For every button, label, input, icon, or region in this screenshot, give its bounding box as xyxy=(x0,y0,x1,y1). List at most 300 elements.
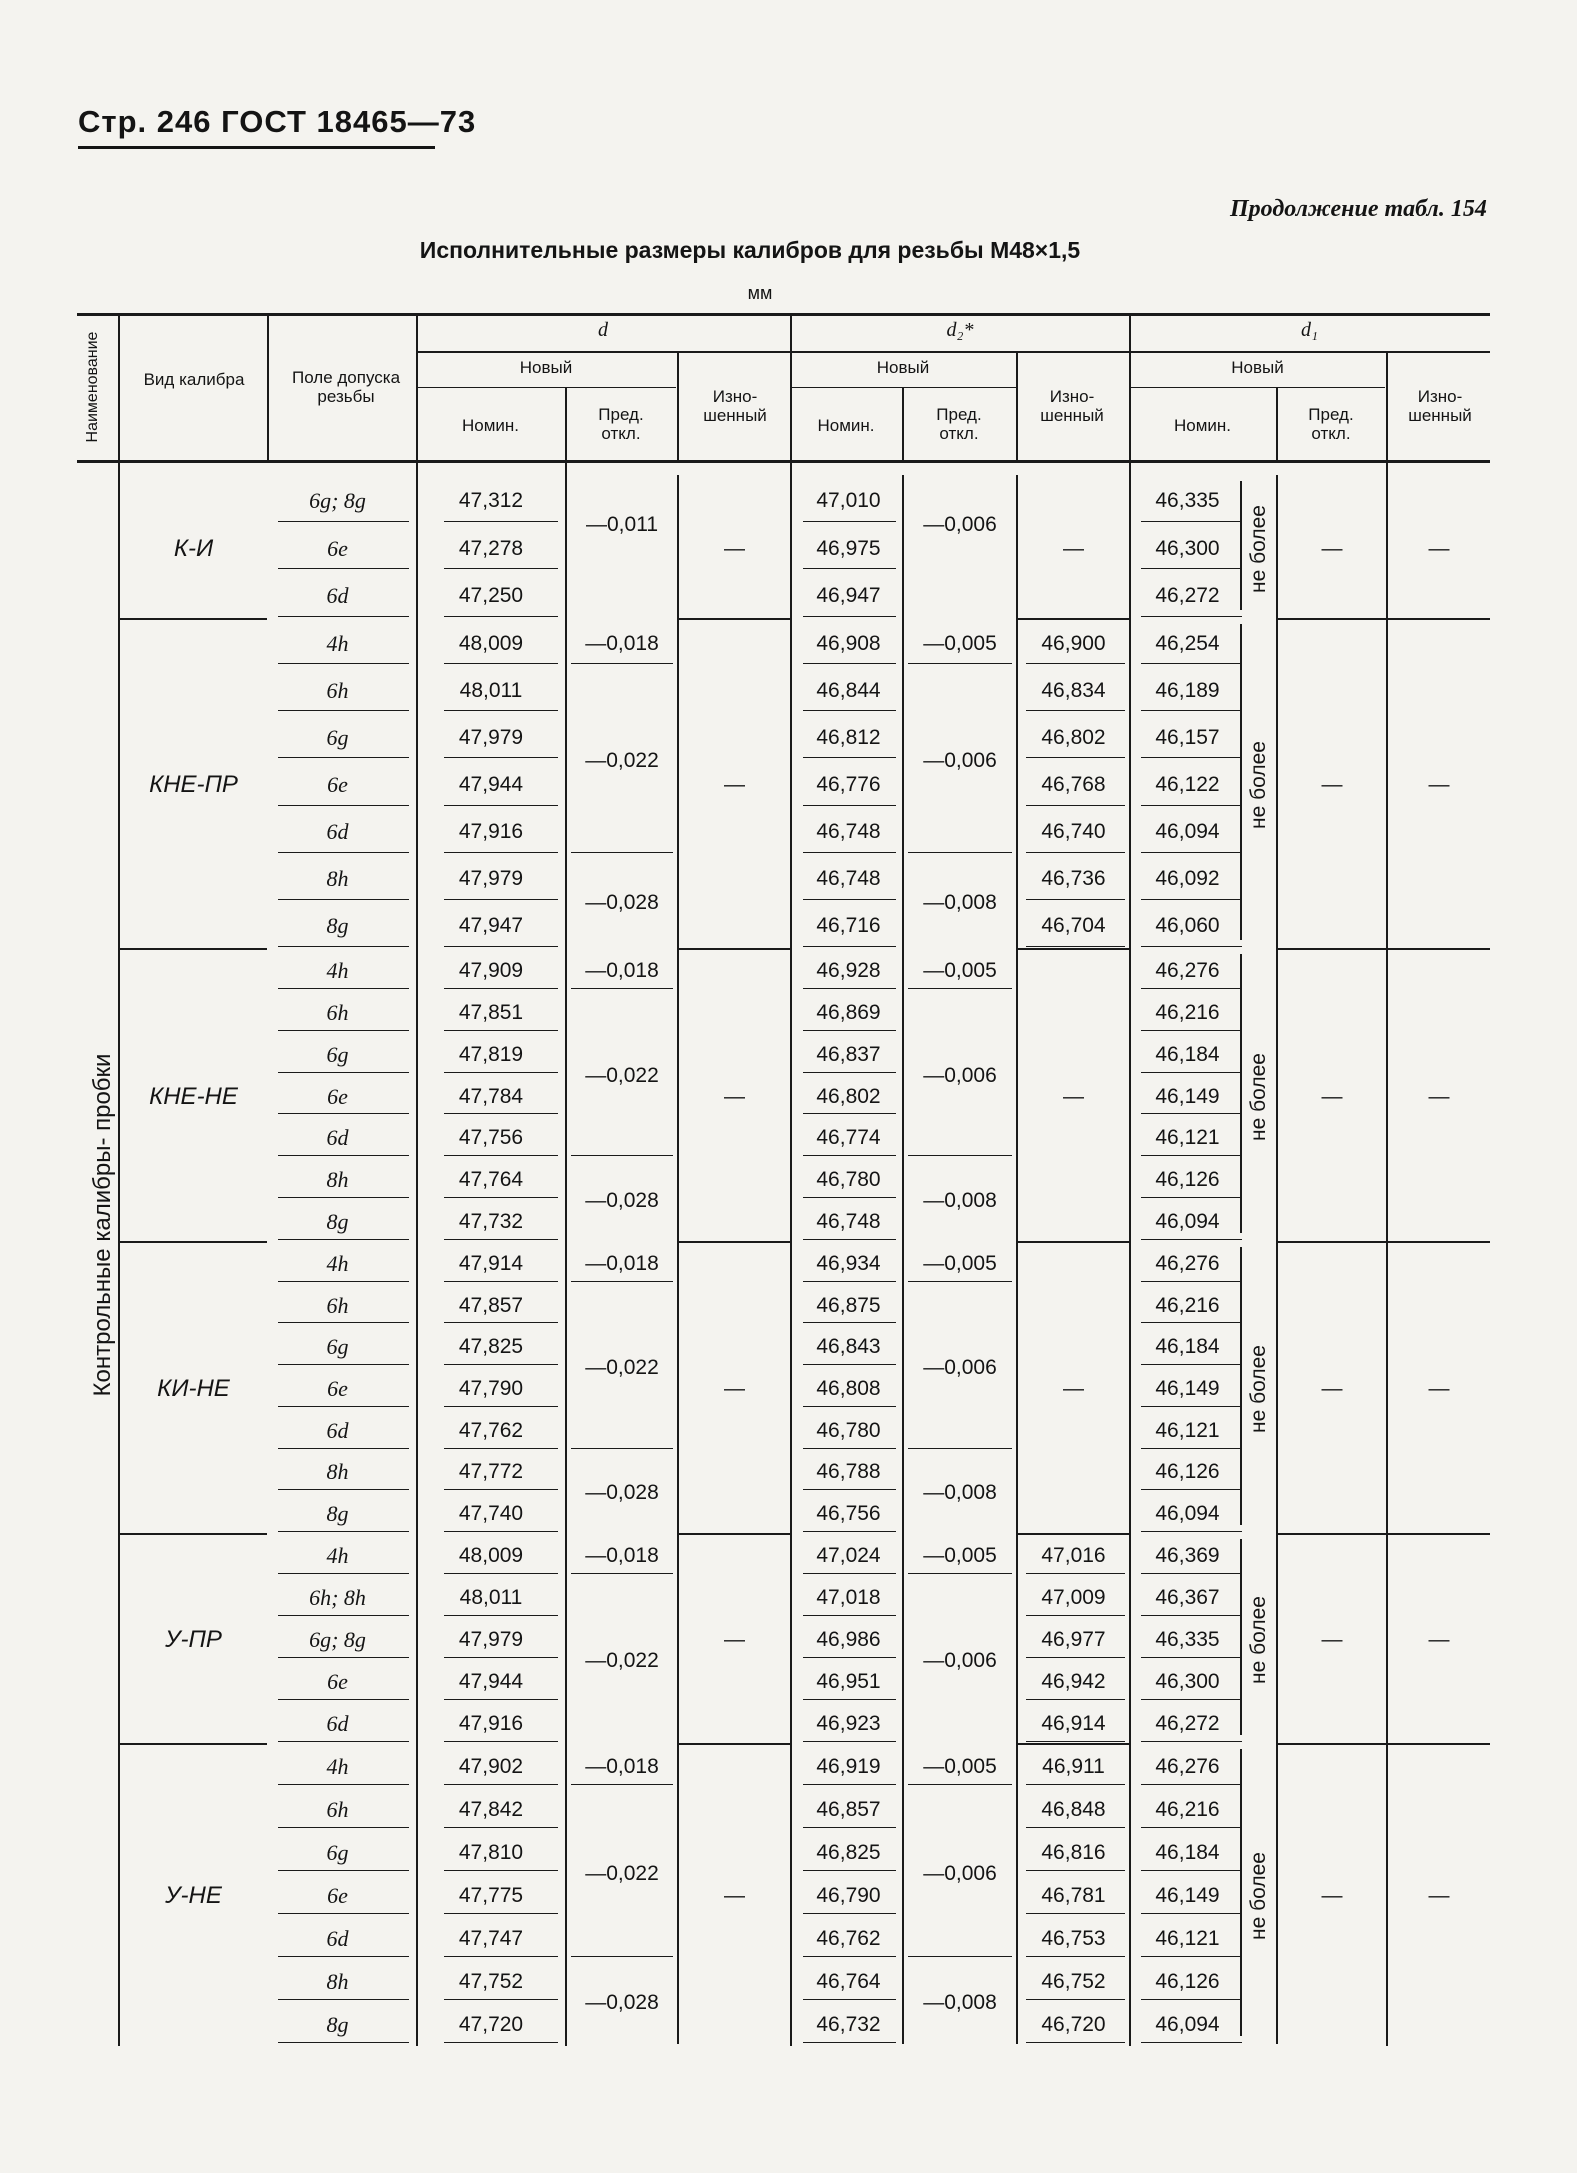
tolerance-field: 6e xyxy=(327,1669,348,1694)
group-rule xyxy=(1016,948,1129,950)
not-more-label: не более xyxy=(1247,1596,1270,1684)
d2-nominal: 46,780 xyxy=(816,1418,881,1442)
d2-nominal: 46,857 xyxy=(816,1797,881,1821)
hv-d1-dev xyxy=(1386,351,1388,460)
row-rule xyxy=(278,663,409,664)
dev-rule xyxy=(571,1956,673,1957)
row-rule xyxy=(1141,1913,1242,1914)
header-d-new: Новый xyxy=(519,358,573,377)
dev-rule xyxy=(908,988,1012,989)
tolerance-field: 8h xyxy=(326,1167,349,1193)
tolerance-field: 6h xyxy=(326,1292,349,1318)
row-rule xyxy=(803,1784,896,1785)
d1-nominal: 46,126 xyxy=(1155,1969,1220,1993)
row-rule xyxy=(278,1913,409,1914)
d-nominal: 47,790 xyxy=(458,1377,524,1400)
d-worn: — xyxy=(724,1628,745,1651)
d1-nominal: 46,276 xyxy=(1155,1251,1220,1275)
d2-worn-value: 46,834 xyxy=(1041,678,1106,702)
tolerance-field: 6g xyxy=(326,724,349,750)
tolerance-field: 8g xyxy=(326,2011,349,2037)
row-rule xyxy=(444,568,558,569)
table-title: Исполнительные размеры калибров для резьбы М48×1,5 xyxy=(419,237,1081,263)
tolerance-field: 8g xyxy=(326,913,349,939)
d2-nominal: 46,716 xyxy=(816,914,881,938)
d2-nominal: 47,024 xyxy=(816,1544,881,1567)
tolerance-field: 8g xyxy=(326,1501,349,1527)
row-rule xyxy=(803,1489,896,1490)
row-rule xyxy=(444,1072,558,1073)
row-rule xyxy=(803,805,896,806)
d-nominal: 47,902 xyxy=(458,1754,524,1778)
d-nominal: 47,732 xyxy=(458,1210,524,1234)
d2-nominal: 46,951 xyxy=(816,1670,881,1693)
d2-nominal: 46,837 xyxy=(816,1042,881,1066)
d2-worn-value: 46,768 xyxy=(1041,773,1106,796)
d-nominal: 47,720 xyxy=(458,2012,524,2036)
row-rule xyxy=(1141,521,1242,522)
row-rule xyxy=(1026,757,1125,758)
d2-worn-value: 46,942 xyxy=(1041,1670,1106,1693)
row-rule xyxy=(278,1573,409,1574)
d1-nominal: 46,121 xyxy=(1155,1126,1220,1150)
row-rule xyxy=(1026,1741,1125,1742)
d1-nominal: 46,216 xyxy=(1155,1293,1220,1317)
d2-deviation: —0,008 xyxy=(923,1189,997,1213)
d-deviation: —0,028 xyxy=(585,890,659,914)
d2-deviation: —0,005 xyxy=(923,1754,997,1778)
d-nominal: 47,947 xyxy=(458,914,524,938)
d1-nominal: 46,157 xyxy=(1155,725,1220,749)
d-deviation: —0,028 xyxy=(585,1481,659,1505)
row-rule xyxy=(1026,1657,1125,1658)
d1-nominal: 46,184 xyxy=(1155,1042,1220,1066)
group-rule xyxy=(677,1241,790,1243)
d2-worn-value: 46,900 xyxy=(1041,631,1106,655)
row-rule xyxy=(1141,1699,1242,1700)
row-rule xyxy=(803,1239,896,1240)
d1-nominal: 46,272 xyxy=(1155,1712,1220,1735)
bv-d2-nom xyxy=(902,475,904,618)
d2-deviation: —0,008 xyxy=(923,890,997,914)
d1-nominal: 46,216 xyxy=(1155,1000,1220,1024)
d2-nominal: 46,756 xyxy=(816,1502,881,1526)
row-rule xyxy=(1141,1364,1242,1365)
row-rule xyxy=(803,1155,896,1156)
row-rule xyxy=(444,757,558,758)
row-rule xyxy=(803,1322,896,1323)
row-rule xyxy=(278,946,409,947)
row-rule xyxy=(803,663,896,664)
bv-d xyxy=(790,463,792,2046)
header-d2-new: Новый xyxy=(876,358,930,377)
not-more-bracket xyxy=(1240,954,1242,1233)
row-rule xyxy=(444,1406,558,1407)
d2-worn-value: 47,016 xyxy=(1041,1544,1106,1567)
row-rule xyxy=(278,1281,409,1282)
not-more-label: не более xyxy=(1247,1345,1270,1433)
d1-nominal: 46,276 xyxy=(1155,958,1220,982)
d1-nominal: 46,121 xyxy=(1155,1418,1220,1442)
d2-deviation: —0,005 xyxy=(923,1251,997,1275)
d2-worn-value: 46,736 xyxy=(1041,867,1106,891)
group-rule xyxy=(120,948,267,950)
row-rule xyxy=(278,1489,409,1490)
row-rule xyxy=(444,988,558,989)
group-rule xyxy=(677,1533,790,1535)
d2-deviation: —0,006 xyxy=(923,1649,997,1672)
row-rule xyxy=(803,1741,896,1742)
d1-nominal: 46,184 xyxy=(1155,1335,1220,1359)
dev-rule xyxy=(908,1448,1012,1449)
row-rule xyxy=(278,1113,409,1114)
d1-nominal: 46,094 xyxy=(1155,1502,1220,1526)
row-rule xyxy=(1141,1827,1242,1828)
d2-worn: — xyxy=(1063,536,1084,560)
row-rule xyxy=(1141,1197,1242,1198)
d2-nominal: 47,010 xyxy=(816,488,881,512)
tolerance-field: 6e xyxy=(327,1376,348,1401)
d-nominal: 48,009 xyxy=(458,631,524,655)
d-deviation: —0,018 xyxy=(585,1251,659,1275)
tolerance-field: 8h xyxy=(326,1968,349,1994)
row-rule xyxy=(444,1281,558,1282)
group-rule xyxy=(1276,1533,1490,1535)
row-rule xyxy=(803,1615,896,1616)
dev-rule xyxy=(908,1573,1012,1574)
d-nominal: 48,009 xyxy=(458,1544,524,1567)
d2-deviation: —0,005 xyxy=(923,631,997,655)
row-rule xyxy=(803,988,896,989)
row-rule xyxy=(444,1956,558,1957)
row-rule xyxy=(803,1364,896,1365)
row-rule xyxy=(444,1913,558,1914)
group-rule xyxy=(677,948,790,950)
d2-nominal: 46,986 xyxy=(816,1628,881,1651)
d-deviation: —0,018 xyxy=(585,1754,659,1778)
d-nominal: 47,914 xyxy=(458,1251,524,1275)
tolerance-field: 6d xyxy=(326,819,349,845)
tolerance-field: 6g xyxy=(326,1839,349,1865)
d2-worn: — xyxy=(1063,1377,1084,1400)
d2-nominal: 46,788 xyxy=(816,1460,881,1484)
d2-nominal: 46,928 xyxy=(816,958,881,982)
d2-nominal: 46,934 xyxy=(816,1251,881,1275)
row-rule xyxy=(803,757,896,758)
d2-deviation: —0,006 xyxy=(923,1063,997,1087)
d-nominal: 47,810 xyxy=(458,1840,524,1864)
d-nominal: 47,944 xyxy=(458,773,524,796)
row-rule xyxy=(278,1406,409,1407)
d1-worn: — xyxy=(1428,1628,1450,1651)
row-rule xyxy=(1141,852,1242,853)
d-nominal: 47,250 xyxy=(458,584,524,608)
row-rule xyxy=(803,1699,896,1700)
d2-nominal: 46,748 xyxy=(816,1210,881,1234)
row-rule xyxy=(444,1030,558,1031)
group-rule xyxy=(1016,618,1129,620)
header-tolerance-field: Поле допуска резьбы xyxy=(291,368,401,406)
tolerance-field: 4h xyxy=(326,1753,349,1779)
row-rule xyxy=(444,899,558,900)
dev-rule xyxy=(571,1448,673,1449)
row-rule xyxy=(1141,663,1242,664)
d1-nominal: 46,094 xyxy=(1155,2012,1220,2036)
not-more-label: не более xyxy=(1247,504,1270,593)
d2-worn-value: 46,911 xyxy=(1042,1754,1105,1778)
row-rule xyxy=(444,1870,558,1871)
header-d: d xyxy=(598,319,608,341)
group-rule xyxy=(120,1533,267,1535)
d2-worn-value: 46,914 xyxy=(1041,1712,1106,1735)
dev-rule xyxy=(908,1784,1012,1785)
d1-nominal: 46,184 xyxy=(1155,1840,1220,1864)
header-d1-worn: Изно-шенный xyxy=(1408,387,1472,425)
d1-nominal: 46,216 xyxy=(1155,1797,1220,1821)
row-rule xyxy=(803,1956,896,1957)
d-nominal: 47,916 xyxy=(458,820,524,844)
header-d2-dev: Пред. откл. xyxy=(936,405,982,443)
d2-worn-value: 46,802 xyxy=(1041,725,1106,749)
row-rule xyxy=(278,1784,409,1785)
tolerance-field: 4h xyxy=(326,957,349,983)
d1-deviation: — xyxy=(1321,773,1343,796)
row-rule xyxy=(803,2042,896,2043)
not-more-bracket xyxy=(1240,1749,1242,2036)
d1-nominal: 46,126 xyxy=(1155,1460,1220,1484)
tolerance-field: 6h xyxy=(326,677,349,703)
header-d-worn: Изно-шенный xyxy=(703,387,767,425)
dev-rule xyxy=(908,1155,1012,1156)
dev-rule xyxy=(908,1956,1012,1957)
row-rule xyxy=(444,1699,558,1700)
d-deviation: —0,022 xyxy=(585,1356,659,1380)
d1-nominal: 46,121 xyxy=(1155,1926,1220,1950)
d-deviation: —0,022 xyxy=(585,1649,659,1672)
d2-worn-value: 46,977 xyxy=(1041,1628,1106,1651)
group-rule xyxy=(677,1743,790,1745)
row-rule xyxy=(1141,988,1242,989)
d2-nominal: 46,908 xyxy=(816,631,881,655)
d-deviation: —0,022 xyxy=(585,1862,659,1885)
d2-nominal: 46,947 xyxy=(816,584,881,608)
d-nominal: 47,819 xyxy=(458,1042,524,1066)
tolerance-field: 8g xyxy=(326,1209,349,1235)
d1-deviation: — xyxy=(1321,536,1343,560)
d2-nominal: 46,748 xyxy=(816,820,881,844)
row-rule xyxy=(278,1741,409,1742)
bv-d1-dev xyxy=(1386,463,1388,2046)
row-rule xyxy=(803,521,896,522)
group-rule xyxy=(1276,948,1490,950)
d1-nominal: 46,335 xyxy=(1155,488,1220,512)
header-name: Наименование xyxy=(84,331,101,443)
d-nominal: 48,011 xyxy=(459,678,523,702)
hv-d-dev xyxy=(677,351,679,460)
d2-deviation: —0,008 xyxy=(923,1991,997,2014)
row-rule xyxy=(803,1072,896,1073)
row-rule xyxy=(444,1489,558,1490)
row-rule xyxy=(1141,1956,1242,1957)
group-name: У-ПР xyxy=(165,1626,222,1653)
tolerance-field: 6h xyxy=(326,1796,349,1822)
row-rule xyxy=(803,1657,896,1658)
d1-nominal: 46,189 xyxy=(1155,678,1220,702)
row-rule xyxy=(444,1657,558,1658)
row-rule xyxy=(1141,1784,1242,1785)
tolerance-field: 8h xyxy=(326,1459,349,1485)
row-rule xyxy=(803,1913,896,1914)
d1-nominal: 46,092 xyxy=(1155,867,1220,891)
tolerance-field: 6h; 8h xyxy=(309,1585,366,1610)
row-rule xyxy=(1026,1699,1125,1700)
d2-worn-value: 46,753 xyxy=(1041,1926,1106,1950)
d2-worn-value: 46,752 xyxy=(1041,1969,1106,1993)
row-rule xyxy=(1026,1913,1125,1914)
group-rule xyxy=(1016,1241,1129,1243)
d1-nominal: 46,094 xyxy=(1155,1210,1220,1234)
d2-worn-value: 46,720 xyxy=(1041,2012,1106,2036)
tolerance-field: 4h xyxy=(326,630,349,656)
d1-nominal: 46,335 xyxy=(1155,1628,1220,1651)
tolerance-field: 6g; 8g xyxy=(309,487,366,513)
row-rule xyxy=(278,1699,409,1700)
row-rule xyxy=(444,805,558,806)
header-d2: d₂* xyxy=(946,319,974,341)
row-rule xyxy=(278,1364,409,1365)
group-rule xyxy=(120,618,267,620)
row-rule xyxy=(278,521,409,522)
d-nominal: 47,842 xyxy=(458,1797,524,1821)
d2-worn-value: 46,781 xyxy=(1041,1883,1106,1907)
d-nominal: 47,825 xyxy=(458,1335,524,1359)
row-rule xyxy=(803,1197,896,1198)
bv-name xyxy=(118,463,120,2046)
header-d1: d₁ xyxy=(1301,319,1318,341)
row-rule xyxy=(1026,663,1125,664)
d2-deviation: —0,006 xyxy=(923,1862,997,1885)
row-group-label: Контрольные калибры- пробки xyxy=(89,1053,116,1397)
d1-worn: — xyxy=(1428,536,1450,560)
row-rule xyxy=(803,1870,896,1871)
row-rule xyxy=(803,1281,896,1282)
row-rule xyxy=(1141,1531,1242,1532)
row-rule xyxy=(1026,1784,1125,1785)
row-rule xyxy=(444,616,558,617)
dev-rule xyxy=(571,1784,673,1785)
row-rule xyxy=(1141,1489,1242,1490)
d1-deviation: — xyxy=(1321,1084,1343,1108)
row-rule xyxy=(1141,1741,1242,1742)
row-rule xyxy=(278,899,409,900)
header-d2-worn: Изно-шенный xyxy=(1040,387,1104,425)
d2-nominal: 46,762 xyxy=(816,1926,881,1950)
row-rule xyxy=(278,2042,409,2043)
d2-nominal: 46,802 xyxy=(816,1084,881,1108)
not-more-bracket xyxy=(1240,624,1242,940)
header-rule xyxy=(78,146,435,149)
d2-worn-value: 46,740 xyxy=(1041,820,1106,844)
d2-deviation: —0,005 xyxy=(923,958,997,982)
d2-worn-value: 46,816 xyxy=(1041,1840,1106,1864)
row-rule xyxy=(278,710,409,711)
row-rule xyxy=(1141,1573,1242,1574)
d1-nominal: 46,149 xyxy=(1155,1084,1220,1108)
not-more-label: не более xyxy=(1247,1052,1270,1141)
row-rule xyxy=(1141,1657,1242,1658)
header-rule-new-d1 xyxy=(1130,387,1385,388)
d2-nominal: 46,919 xyxy=(816,1754,881,1778)
header-rule-1 xyxy=(416,351,1490,353)
d1-deviation: — xyxy=(1321,1628,1343,1651)
d2-nominal: 46,748 xyxy=(816,867,881,891)
row-rule xyxy=(1026,710,1125,711)
d-deviation: —0,022 xyxy=(585,749,659,773)
row-rule xyxy=(278,852,409,853)
d2-nominal: 46,843 xyxy=(816,1335,881,1359)
group-rule xyxy=(1276,618,1490,620)
row-rule xyxy=(1141,1155,1242,1156)
group-name: У-НЕ xyxy=(165,1881,222,1909)
d-nominal: 47,916 xyxy=(458,1712,524,1735)
row-rule xyxy=(1026,1956,1125,1957)
header-d-dev: Пред. откл. xyxy=(598,405,644,443)
d2-nominal: 46,923 xyxy=(816,1712,881,1735)
d2-nominal: 46,869 xyxy=(816,1000,881,1024)
d-deviation: —0,028 xyxy=(585,1991,659,2014)
d-nominal: 47,775 xyxy=(458,1883,524,1907)
row-rule xyxy=(444,521,558,522)
tolerance-field: 6h xyxy=(326,999,349,1025)
d2-nominal: 46,774 xyxy=(816,1126,881,1150)
not-more-bracket xyxy=(1240,481,1242,610)
d-nominal: 47,756 xyxy=(458,1126,524,1150)
row-rule xyxy=(1141,616,1242,617)
row-rule xyxy=(1141,568,1242,569)
row-rule xyxy=(444,710,558,711)
d-deviation: —0,018 xyxy=(585,958,659,982)
row-rule xyxy=(444,1531,558,1532)
row-rule xyxy=(803,1573,896,1574)
d2-nominal: 46,776 xyxy=(816,773,881,796)
header-d2-nom: Номин. xyxy=(817,416,875,435)
d1-nominal: 46,094 xyxy=(1155,820,1220,844)
row-rule xyxy=(278,1030,409,1031)
row-rule xyxy=(803,710,896,711)
row-rule xyxy=(1141,1030,1242,1031)
row-rule xyxy=(1141,2042,1242,2043)
d1-worn: — xyxy=(1428,1883,1450,1907)
d-nominal: 47,909 xyxy=(458,958,524,982)
d2-nominal: 46,825 xyxy=(816,1840,881,1864)
row-rule xyxy=(1141,805,1242,806)
d1-nominal: 46,149 xyxy=(1155,1883,1220,1907)
d1-nominal: 46,272 xyxy=(1155,584,1220,608)
row-rule xyxy=(803,616,896,617)
d2-nominal: 46,732 xyxy=(816,2012,881,2036)
unit-label: мм xyxy=(747,283,773,303)
d-nominal: 47,857 xyxy=(458,1293,524,1317)
bv-d2 xyxy=(1129,463,1131,2046)
row-rule xyxy=(444,1999,558,2000)
header-bottom-rule xyxy=(77,460,1490,463)
row-rule xyxy=(278,1615,409,1616)
d-nominal: 47,312 xyxy=(458,488,524,512)
tolerance-field: 6g xyxy=(326,1041,349,1067)
group-rule xyxy=(120,1241,267,1243)
tolerance-field: 6g; 8g xyxy=(309,1627,366,1652)
table-top-rule xyxy=(77,313,1490,316)
